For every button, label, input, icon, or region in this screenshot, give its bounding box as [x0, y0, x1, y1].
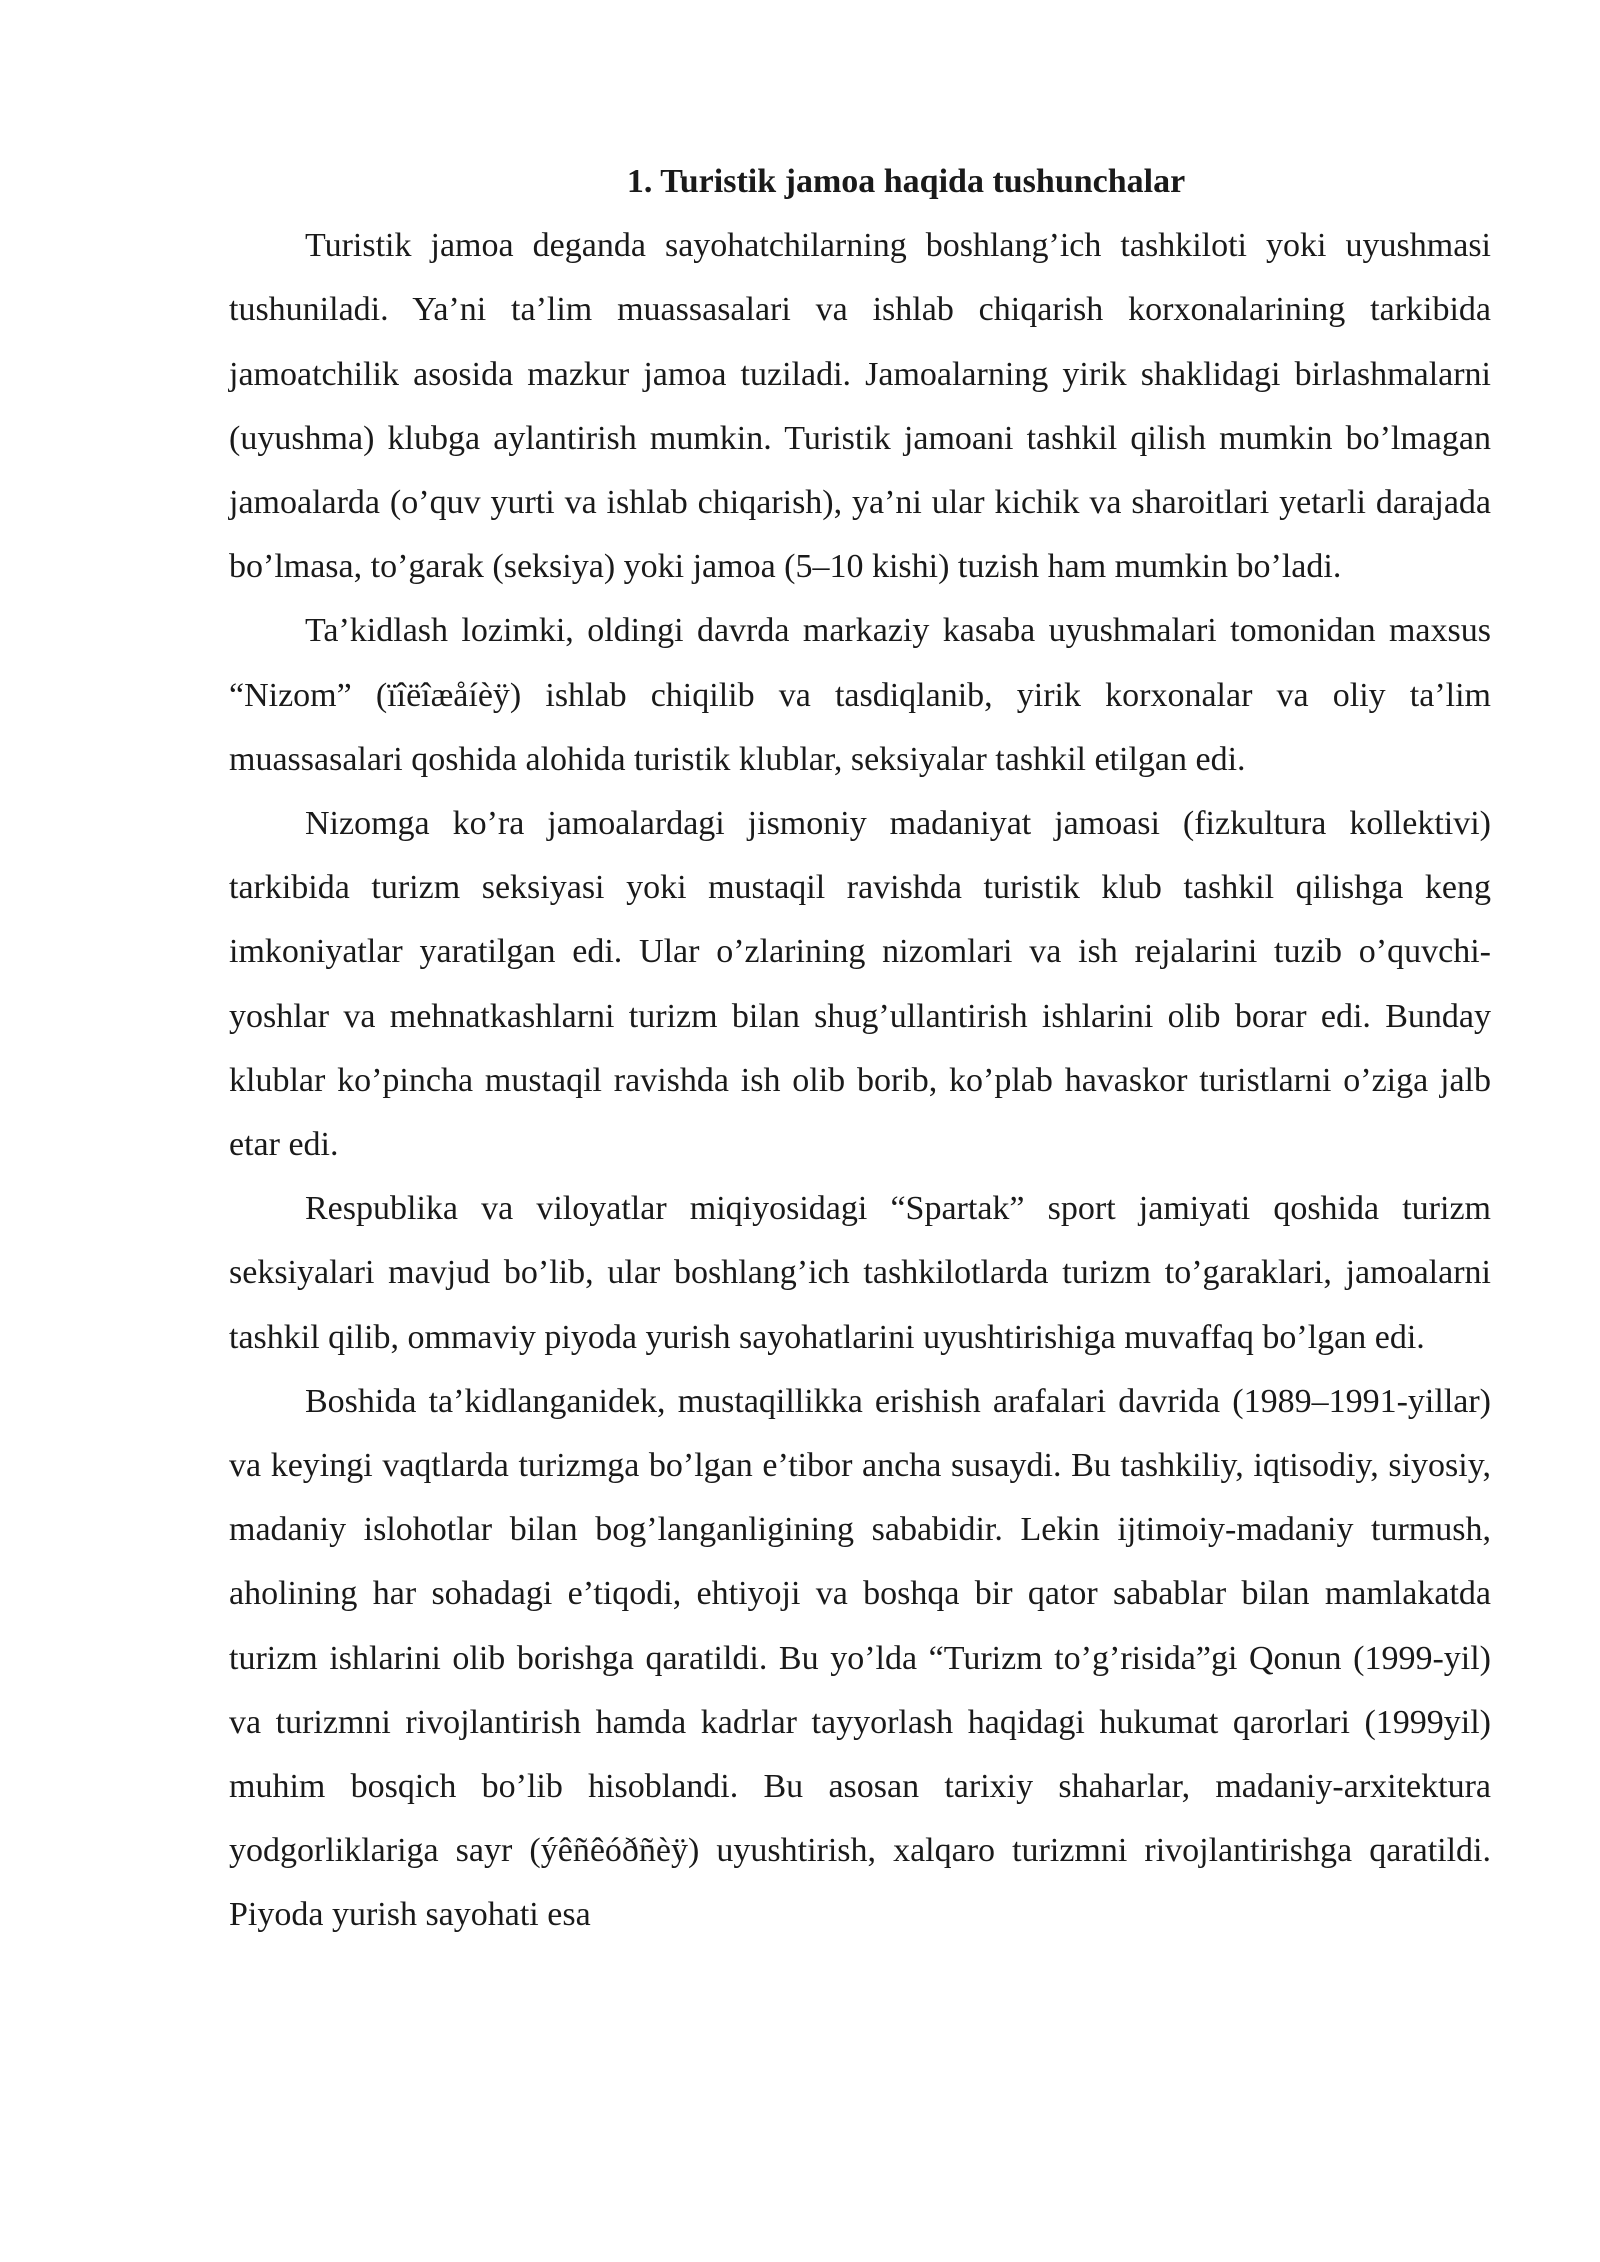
paragraph-4: Respublika va viloyatlar miqiyosidagi “Spartak” sport jamiyati qoshida turizm seksiyalari mavjud bo’lib, ular boshlang’ich tashkilotlarda turizm to’garaklari, jamoalarni tashkil qilib, ommaviy piyoda yurish sayohatlarini uyushtirishiga muvaffaq bo’lgan edi.	[229, 1190, 1491, 1356]
paragraph-3: Nizomga ko’ra jamoalardagi jismoniy madaniyat jamoasi (fizkultura kollektivi) tarkibida turizm seksiyasi yoki mustaqil ravishda turistik klub tashkil qilishga keng imkoniyatlar yaratilgan edi. Ular o’zlarining nizomlari va ish rejalarini tuzib o’quvchi-yoshlar va mehnatkashlarni turizm bilan shug’ullantirish ishlarini olib borar edi. Bunday klublar ko’pincha mustaqil ravishda ish olib borib, ko’plab havaskor turistlarni o’ziga jalb etar edi.	[229, 805, 1491, 1164]
document-page	[229, 150, 1491, 1948]
paragraph-2: Ta’kidlash lozimki, oldingi davrda markaziy kasaba uyushmalari tomonidan maxsus “Nizom” (ïîëîæåíèÿ) ishlab chiqilib va tasdiqlanib, yirik korxonalar va oliy ta’lim muassasalari qoshida alohida turistik klublar, seksiyalar tashkil etilgan edi.	[229, 612, 1491, 778]
paragraph-1: Turistik jamoa deganda sayohatchilarning boshlang’ich tashkiloti yoki uyushmasi tushuniladi. Ya’ni ta’lim muassasalari va ishlab chiqarish korxonalarining tarkibida jamoatchilik asosida mazkur jamoa tuziladi. Jamoalarning yirik shaklidagi birlashmalarni (uyushma) klubga aylantirish mumkin. Turistik jamoani tashkil qilish mumkin bo’lmagan jamoalarda (o’quv yurti va ishlab chiqarish), ya’ni ular kichik va sharoitlari yetarli darajada bo’lmasa, to’garak (seksiya) yoki jamoa (5–10 kishi) tuzish ham mumkin bo’ladi.	[229, 227, 1491, 586]
section-heading: 1. Turistik jamoa haqida tushunchalar	[626, 163, 1186, 200]
paragraph-5: Boshida ta’kidlanganidek, mustaqillikka erishish arafalari davrida (1989–1991-yillar) va keyingi vaqtlarda turizmga bo’lgan e’tibor ancha susaydi. Bu tashkiliy, iqtisodiy, siyosiy, madaniy islohotlar bilan bog’langanligining sababidir. Lekin ijtimoiy-madaniy turmush, aholining har sohadagi e’tiqodi, ehtiyoji va boshqa bir qator sabablar bilan mamlakatda turizm ishlarini olib borishga qaratildi. Bu yo’lda “Turizm to’g’risida”gi Qonun (1999-yil) va turizmni rivojlantirish hamda kadrlar tayyorlash haqidagi hukumat qarorlari (1999yil) muhim bosqich bo’lib hisoblandi. Bu asosan tarixiy shaharlar, madaniy-arxitektura yodgorliklariga sayr (ýêñêóðñèÿ) uyushtirish, xalqaro turizmni rivojlantirishga qaratildi. Piyoda yurish sayohati esa	[229, 1382, 1491, 1934]
